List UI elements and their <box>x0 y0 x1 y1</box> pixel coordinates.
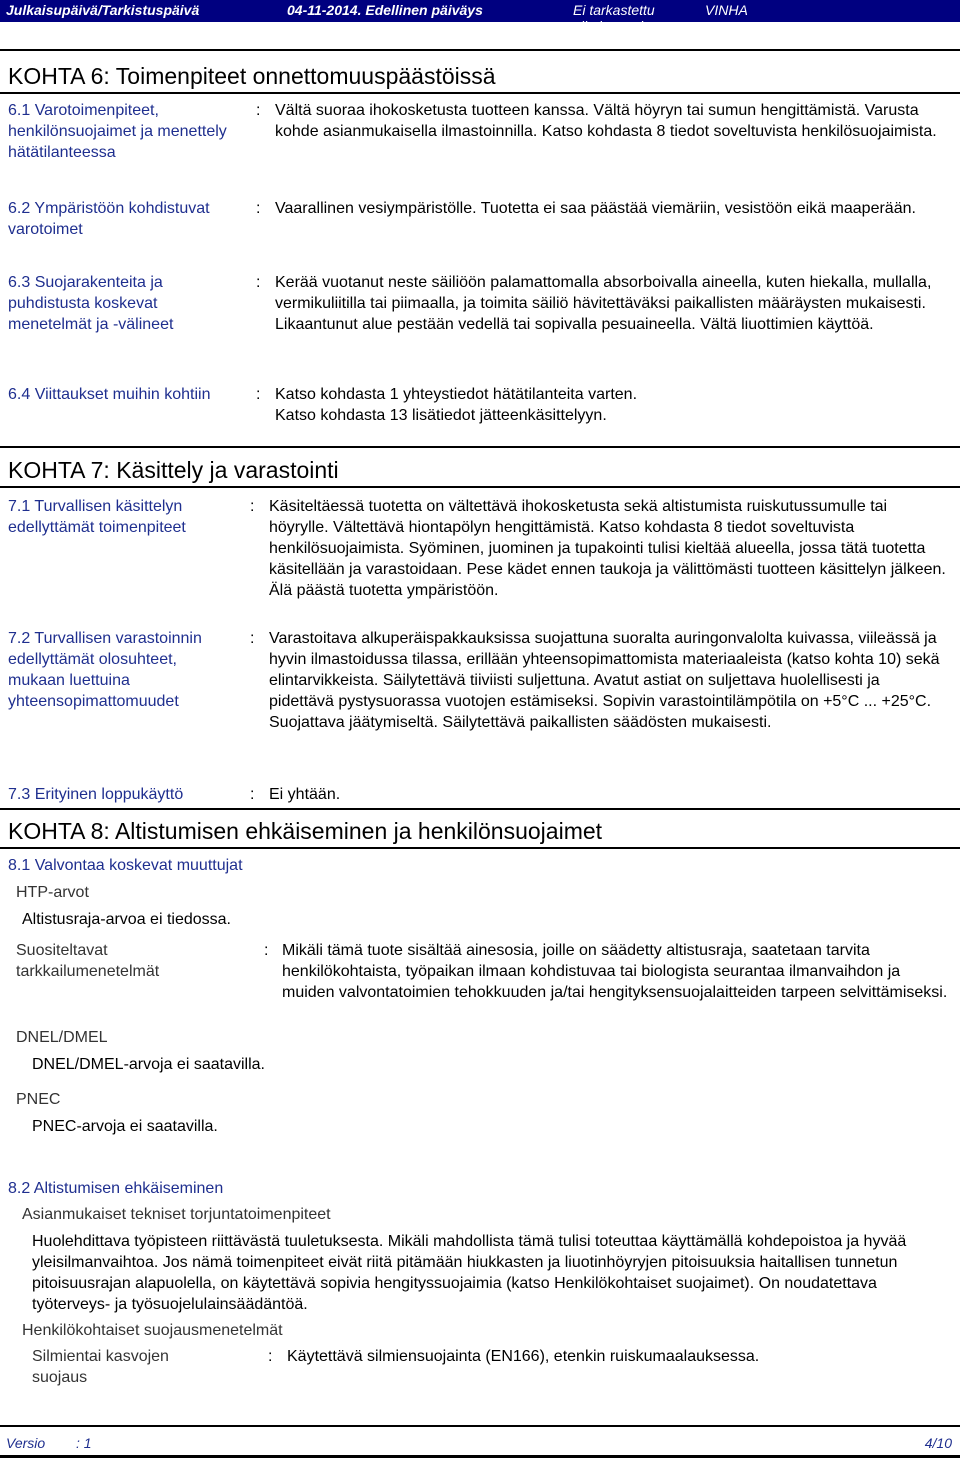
version-label: Versio <box>6 1435 46 1451</box>
section-6-3-label: 6.3 Suojarakenteita ja puhdistusta koskevat menetelmät ja -välineet <box>8 274 174 333</box>
section-divider <box>0 92 960 94</box>
dnel-text: DNEL/DMEL-arvoja ei saatavilla. <box>32 1056 265 1073</box>
field-separator: : <box>250 630 255 647</box>
section-6-2-text: Vaarallinen vesiympäristölle. Tuotetta ei saa päästää viemäriin, vesistöön eikä maaperään. <box>275 200 916 217</box>
section-6-4-label: 6.4 Viittaukset muihin kohtiin <box>8 386 211 403</box>
ppe-label: Henkilökohtaiset suojausmenetelmät <box>22 1322 283 1339</box>
document-footer <box>0 1425 960 1458</box>
section-6-4-text-line1: Katso kohdasta 1 yhteystiedot hätätilanteita varten. <box>275 386 638 403</box>
section-6-1-text: Vältä suoraa ihokosketusta tuotteen kanssa. Vältä höyryn tai sumun hengittämistä. Varusta kohde asianmukaisella ilmastoinnilla. Katso kohdasta 8 tiedot soveltuvista henkilösuojaimista. <box>275 102 937 140</box>
section-7-1-label: 7.1 Turvallisen käsittelyn edellyttämät toimenpiteet <box>8 498 186 536</box>
issue-dates: 04-11-2014. Edellinen päiväys <box>287 2 483 18</box>
section-7-1-text: Käsiteltäessä tuotetta on vältettävä ihokosketusta sekä altistumista ruiskutussumulle tai höyrylle. Vältettävä hiontapölyn hengittämistä. Katso kohdasta 8 tiedot soveltuvista henkilösuojaimista. Syöminen, juominen ja tupakointi tulisi kieltää alueella, jossa tätä tuotetta käsitellään ja varastoidaan. Pese kädet ennen taukoja ja välittömästi tuotteen käsittelyn jälkeen. Älä päästä tuotetta ympäristöön. <box>269 498 946 599</box>
eye-protection-text: Käytettävä silmiensuojainta (EN166), etenkin ruiskumaalauksessa. <box>287 1348 760 1365</box>
field-separator: : <box>268 1348 273 1365</box>
section-6-4-text-line2: Katso kohdasta 13 lisätiedot jätteenkäsittelyyn. <box>275 407 607 424</box>
field-separator: : <box>250 786 255 803</box>
section-divider <box>0 446 960 448</box>
pnec-text: PNEC-arvoja ei saatavilla. <box>32 1118 218 1135</box>
monitoring-text: Mikäli tämä tuote sisältää ainesosia, joille on säädetty altistusraja, saatetaan tarvita henkilökohtaista, työpaikan ilmaan kohdistuvaa tai biologista seurantaa ilmanvaihdon ja muiden valvontatoimien tehokkuuden ja/tai hengityksensuojalaitteiden tarpeen selvittämiseksi. <box>282 942 948 1001</box>
htp-label: HTP-arvot <box>16 884 89 901</box>
section-7-title: KOHTA 7: Käsittely ja varastointi <box>8 457 339 483</box>
section-divider <box>0 486 960 488</box>
section-divider <box>0 49 960 51</box>
field-separator: : <box>256 102 261 119</box>
status-badge: VINHA <box>705 2 748 18</box>
section-7-2-text: Varastoitava alkuperäispakkauksissa suojattuna suoralta auringonvalolta kuivassa, viileässä ja hyvin ilmastoidussa tilassa, erillään yhteensopimattomista materiaaleista (katso kohta 10) sekä elintarvikkeista. Säilytettävä tiiviisti suljettuna. Avatut astiat on suljettava huolellisesti ja pidettävä pystysuorassa vuotojen estämiseksi. Sopivin varastointilämpötila on +5°C ... +25°C. Suojattava jäätymiseltä. Säilytettävä paikallisten säädösten mukaisesti. <box>269 630 940 731</box>
field-separator: : <box>264 942 269 959</box>
section-8-title: KOHTA 8: Altistumisen ehkäiseminen ja henkilönsuojaimet <box>8 818 603 844</box>
document-header-bar <box>0 0 960 34</box>
section-7-3-text: Ei yhtään. <box>269 786 341 803</box>
issue-date-label: Julkaisupäivä/Tarkistuspäivä <box>6 2 200 18</box>
page-number: 4/10 <box>924 1435 952 1451</box>
field-separator: : <box>250 498 255 515</box>
field-separator: : <box>256 274 261 291</box>
section-6-2-label: 6.2 Ympäristöön kohdistuvat varotoimet <box>8 200 210 238</box>
version-value: : 1 <box>76 1435 92 1451</box>
eye-protection-label: Silmientai kasvojen suojaus <box>32 1348 169 1386</box>
engineering-controls-label: Asianmukaiset tekniset torjuntatoimenpiteet <box>22 1206 331 1223</box>
section-7-3-label: 7.3 Erityinen loppukäyttö <box>8 786 184 803</box>
section-6-1-label: 6.1 Varotoimenpiteet, henkilönsuojaimet ja menettely hätätilanteessa <box>8 102 227 161</box>
section-6-3-text: Kerää vuotanut neste säiliöön palamattomalla absorboivalla aineella, kuten hiekalla, mullalla, vermikuliitilla tai piimaalla, ja toimita säiliö hävitettäväksi paikallisten määräysten mukaisesti. Likaantunut alue pestään vedellä tai sopivalla pesuaineella. Vältä liuottimien käyttöä. <box>275 274 932 333</box>
field-separator: : <box>256 386 261 403</box>
dnel-label: DNEL/DMEL <box>16 1029 108 1046</box>
section-6-title: KOHTA 6: Toimenpiteet onnettomuuspäästöissä <box>8 63 496 89</box>
field-separator: : <box>256 200 261 217</box>
pnec-label: PNEC <box>16 1091 61 1108</box>
section-divider <box>0 847 960 849</box>
section-8-1-title: 8.1 Valvontaa koskevat muuttujat <box>8 857 243 874</box>
htp-text: Altistusraja-arvoa ei tiedossa. <box>22 911 231 928</box>
section-8-2-title: 8.2 Altistumisen ehkäiseminen <box>8 1180 224 1197</box>
engineering-controls-text: Huolehdittava työpisteen riittävästä tuuletuksesta. Mikäli mahdollista tämä tulisi toteuttaa käyttämällä kohdepoistoa ja hyvää yleisilmanvaihtoa. Jos nämä toimenpiteet eivät riitä pitämään hiukkasten ja liuotinhöyryjen pitoisuuksia haitallisen tunnetun pitoisuusrajan alapuolella, on käytettävä sopivia hengityssuojaimia (katso Henkilökohtaiset suojaimet). On noudatettava työterveys- ja työsuojelulainsäädäntöä. <box>32 1233 907 1313</box>
section-7-2-label: 7.2 Turvallisen varastoinnin edellyttämät olosuhteet, mukaan luettuina yhteensopimattomuudet <box>8 630 202 710</box>
not-checked-note: Ei tarkastettu aikaisemmin. <box>573 2 655 34</box>
monitoring-label: Suositeltavat tarkkailumenetelmät <box>16 942 160 980</box>
section-divider <box>0 808 960 810</box>
